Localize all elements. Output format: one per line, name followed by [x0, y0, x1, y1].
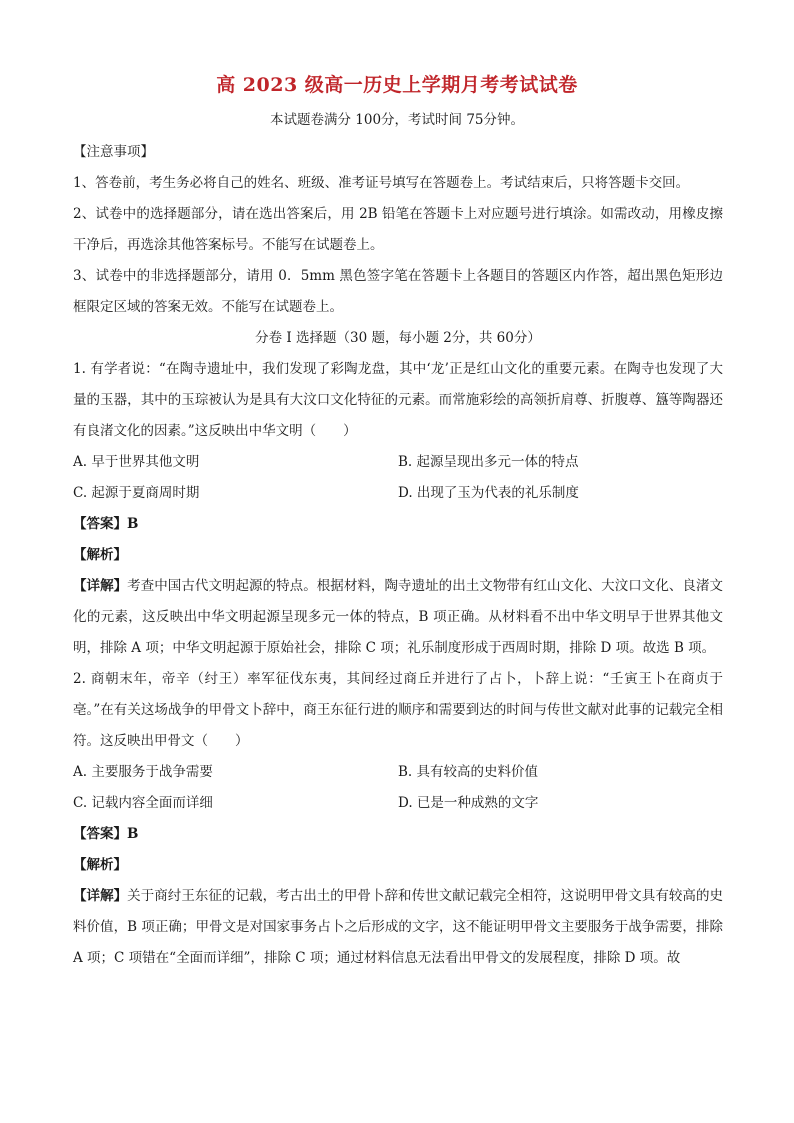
q1-option-a: A. 早于世界其他文明: [73, 454, 200, 470]
q1-detail: [73, 571, 723, 664]
q1-detail-text: 考查中国古代文明起源的特点。根据材料，陶寺遗址的出土文物带有红山文化、大汶口文化、良渚文化的元素，这反映出中华文明起源呈现多元一体的特点，B 项正确。从材料看不出中华文明早于世界其他文明，排除 A 项；中华文明起源于原始社会，排除 C 项；礼乐制度形成于西周时期，排除 D 项。故选 B 项。: [73, 578, 724, 656]
q2-detail: [73, 881, 723, 974]
q1-analysis-label: 【解析】: [73, 547, 127, 563]
exam-subtitle: 本试题卷满分 100分，考试时间 75分钟。: [269, 112, 525, 128]
question-2-stem: 2. 商朝末年，帝辛（纣王）率军征伐东夷，其间经过商丘并进行了占卜，卜辞上说：“壬寅王卜在商贞于亳。”在有关这场战争的甲骨文卜辞中，商王东征行进的顺序和需要到达的时间与传世文献对此事的记载完全相符。这反映出甲骨文（ ）: [73, 671, 723, 749]
question-1-stem: 1. 有学者说：“在陶寺遗址中，我们发现了彩陶龙盘，其中‘龙’正是红山文化的重要元素。在陶寺也发现了大量的玉器，其中的玉琮被认为是具有大汶口文化特征的元素。而常施彩绘的高领折肩尊、折腹尊、簋等陶器还有良渚文化的因素。”这反映出中华文明（ ）: [73, 361, 723, 439]
q2-option-d: D. 已是一种成熟的文字: [398, 795, 539, 811]
note-item-2: 2、试卷中的选择题部分，请在选出答案后，用 2B 铅笔在答题卡上对应题号进行填涂。如需改动，用橡皮擦干净后，再选涂其他答案标号。不能写在试题卷上。: [73, 206, 723, 253]
q2-detail-text: 关于商纣王东征的记载，考古出土的甲骨卜辞和传世文献记载完全相符，这说明甲骨文具有较高的史料价值，B 项正确；甲骨文是对国家事务占卜之后形成的文字，这不能证明甲骨文主要服务于战争需要，排除 A 项；C 项错在“全面而详细”，排除 C 项；通过材料信息无法看出甲骨文的发展程度，排除 D 项。故: [73, 888, 724, 966]
q1-option-b: B. 起源呈现出多元一体的特点: [398, 454, 579, 470]
q1-option-c: C. 起源于夏商周时期: [73, 485, 200, 501]
q2-analysis-label: 【解析】: [73, 857, 127, 873]
question-2-options-row-1: [73, 757, 723, 788]
section-title: 分卷 I 选择题（30 题，每小题 2分，共 60分）: [255, 330, 541, 346]
q2-option-b: B. 具有较高的史料价值: [398, 764, 539, 780]
q1-answer: 【答案】B: [73, 516, 139, 532]
question-1-options-row-2: [73, 478, 723, 509]
q2-option-c: C. 记载内容全面而详细: [73, 795, 213, 811]
question-2-options-row-2: [73, 788, 723, 819]
note-item-3: 3、试卷中的非选择题部分，请用 0．5mm 黑色签字笔在答题卡上各题目的答题区内作答，超出黑色矩形边框限定区域的答案无效。不能写在试题卷上。: [73, 268, 723, 315]
exam-content: [73, 137, 723, 974]
q1-option-d: D. 出现了玉为代表的礼乐制度: [398, 485, 579, 501]
q1-detail-label: 【详解】: [73, 578, 128, 594]
note-item-1: 1、答卷前，考生务必将自己的姓名、班级、准考证号填写在答题卷上。考试结束后，只将答题卡交回。: [73, 175, 690, 191]
q2-option-a: A. 主要服务于战争需要: [73, 764, 213, 780]
notes-heading: 【注意事项】: [73, 144, 154, 160]
question-1-options-row-1: [73, 447, 723, 478]
q2-detail-label: 【详解】: [73, 888, 128, 904]
exam-title: 高 2023 级高一历史上学期月考考试试卷: [216, 74, 578, 96]
q2-answer: 【答案】B: [73, 826, 139, 842]
